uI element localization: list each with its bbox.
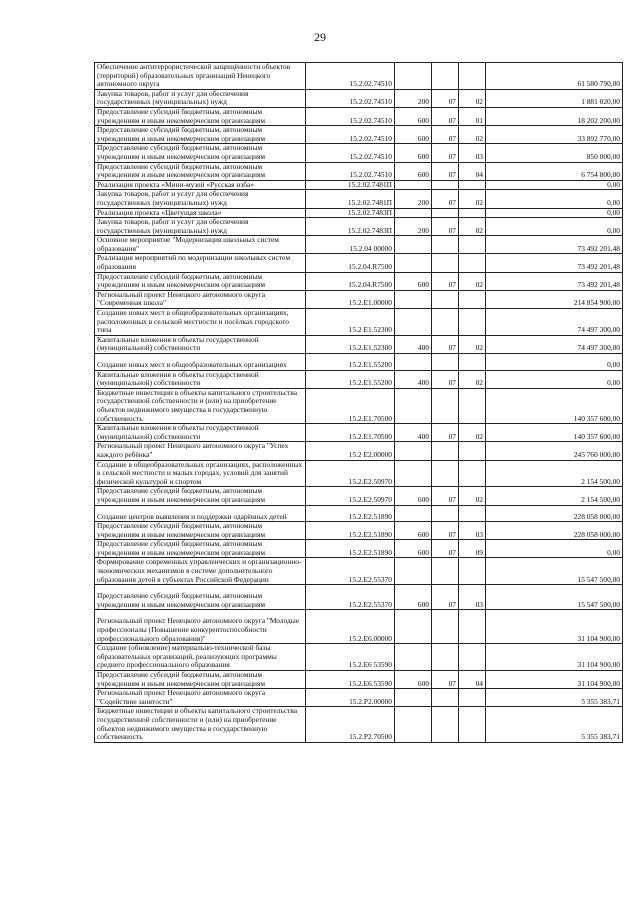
row-expense-type: 600 bbox=[395, 540, 432, 558]
table-row bbox=[95, 272, 623, 290]
row-section bbox=[432, 63, 459, 90]
row-subsection: 02 bbox=[459, 89, 486, 107]
table-row bbox=[95, 487, 623, 505]
row-amount: 228 058 000,00 bbox=[486, 522, 623, 540]
table-row bbox=[95, 126, 623, 144]
row-amount: 0,00 bbox=[486, 190, 623, 208]
row-subsection: 03 bbox=[459, 144, 486, 162]
row-expense-type bbox=[395, 505, 432, 522]
row-section: 07 bbox=[432, 190, 459, 208]
table-row bbox=[95, 107, 623, 125]
row-section: 07 bbox=[432, 144, 459, 162]
row-expense-type bbox=[395, 460, 432, 487]
row-code: 15.2.E1.70500 bbox=[306, 424, 395, 442]
table-row bbox=[95, 689, 623, 707]
row-expense-type: 600 bbox=[395, 162, 432, 180]
row-name: Основное мероприятие "Модернизация школьных систем образования" bbox=[95, 236, 306, 254]
row-amount: 1 881 020,00 bbox=[486, 89, 623, 107]
row-amount: 74 497 300,00 bbox=[486, 309, 623, 336]
row-subsection bbox=[459, 558, 486, 585]
row-expense-type: 600 bbox=[395, 487, 432, 505]
row-subsection bbox=[459, 236, 486, 254]
row-section bbox=[432, 460, 459, 487]
row-code: 15.2.E1.55200 bbox=[306, 370, 395, 388]
row-subsection: 04 bbox=[459, 162, 486, 180]
row-name: Предоставление субсидий бюджетным, автономным учреждениям и иным некоммерческим организациям bbox=[95, 487, 306, 505]
row-name: Капитальные вложения в объекты государственной (муниципальной) собственности bbox=[95, 335, 306, 353]
row-name: Создание (обновление) материально-технической базы образовательных организаций, реализующих программы среднего профессионального образования bbox=[95, 644, 306, 671]
row-expense-type bbox=[395, 290, 432, 308]
row-code: 15.2.E1.52300 bbox=[306, 335, 395, 353]
row-amount: 15 547 500,00 bbox=[486, 558, 623, 585]
row-section: 07 bbox=[432, 585, 459, 610]
row-subsection bbox=[459, 309, 486, 336]
row-name: Региональный проект Ненецкого автономного округа "Содействие занятости" bbox=[95, 689, 306, 707]
row-code: 15.2.E2.51890 bbox=[306, 505, 395, 522]
row-name: Предоставление субсидий бюджетным, автономным учреждениям и иным некоммерческим организациям bbox=[95, 162, 306, 180]
row-subsection: 02 bbox=[459, 370, 486, 388]
row-section bbox=[432, 644, 459, 671]
row-expense-type: 600 bbox=[395, 522, 432, 540]
table-row bbox=[95, 610, 623, 644]
row-amount: 0,00 bbox=[486, 208, 623, 218]
table-row bbox=[95, 208, 623, 218]
row-section bbox=[432, 309, 459, 336]
table-row bbox=[95, 335, 623, 353]
row-section: 07 bbox=[432, 522, 459, 540]
row-amount: 73 492 201,48 bbox=[486, 236, 623, 254]
row-name: Реализация проекта «Цветущая школа» bbox=[95, 208, 306, 218]
row-amount: 2 154 500,00 bbox=[486, 460, 623, 487]
row-expense-type: 400 bbox=[395, 424, 432, 442]
row-code: 15.2.02.74510 bbox=[306, 107, 395, 125]
row-expense-type bbox=[395, 388, 432, 423]
row-subsection bbox=[459, 254, 486, 272]
row-expense-type bbox=[395, 236, 432, 254]
row-section: 07 bbox=[432, 671, 459, 689]
row-section: 07 bbox=[432, 107, 459, 125]
table-row bbox=[95, 388, 623, 423]
row-name: Бюджетные инвестиции в объекты капитального строительства государственной собственности и (или) на приобретение объектов недвижимого имущества в государственную собственность bbox=[95, 707, 306, 742]
row-expense-type bbox=[395, 558, 432, 585]
row-amount: 73 492 201,48 bbox=[486, 254, 623, 272]
row-code: 15.2.04.R7500 bbox=[306, 272, 395, 290]
row-code: 15.2.E1.00000 bbox=[306, 290, 395, 308]
row-subsection bbox=[459, 505, 486, 522]
row-subsection: 03 bbox=[459, 585, 486, 610]
row-expense-type bbox=[395, 180, 432, 190]
table-row bbox=[95, 460, 623, 487]
row-expense-type: 600 bbox=[395, 671, 432, 689]
row-amount: 6 754 800,00 bbox=[486, 162, 623, 180]
row-name: Предоставление субсидий бюджетным, автономным учреждениям и иным некоммерческим организациям bbox=[95, 272, 306, 290]
row-section bbox=[432, 388, 459, 423]
row-subsection bbox=[459, 63, 486, 90]
row-amount: 140 357 600,00 bbox=[486, 424, 623, 442]
row-amount: 74 497 300,00 bbox=[486, 335, 623, 353]
row-section: 07 bbox=[432, 370, 459, 388]
row-subsection bbox=[459, 644, 486, 671]
row-subsection bbox=[459, 180, 486, 190]
row-code: 15.2.P2.70500 bbox=[306, 707, 395, 742]
table-row bbox=[95, 162, 623, 180]
row-subsection bbox=[459, 208, 486, 218]
row-section bbox=[432, 290, 459, 308]
table-row bbox=[95, 63, 623, 90]
row-name: Закупка товаров, работ и услуг для обеспечения государственных (муниципальных) нужд bbox=[95, 190, 306, 208]
row-amount: 0,00 bbox=[486, 370, 623, 388]
table-row bbox=[95, 190, 623, 208]
row-subsection: 02 bbox=[459, 126, 486, 144]
row-name: Региональный проект Ненецкого автономного округа "Успех каждого ребёнка" bbox=[95, 442, 306, 460]
row-expense-type bbox=[395, 707, 432, 742]
table-row bbox=[95, 309, 623, 336]
row-code: 15.2.02.7483П bbox=[306, 208, 395, 218]
row-amount: 73 492 201,48 bbox=[486, 272, 623, 290]
row-subsection: 02 bbox=[459, 272, 486, 290]
row-subsection: 02 bbox=[459, 487, 486, 505]
row-amount: 18 202 200,00 bbox=[486, 107, 623, 125]
row-subsection bbox=[459, 460, 486, 487]
row-amount: 31 104 900,00 bbox=[486, 610, 623, 644]
row-section: 07 bbox=[432, 162, 459, 180]
row-code: 15.2.E1.55200 bbox=[306, 354, 395, 371]
row-name: Региональный проект Ненецкого автономного округа "Молодые профессионалы (Повышение конкурентоспособности профессионального образования)" bbox=[95, 610, 306, 644]
row-name: Предоставление субсидий бюджетным, автономным учреждениям и иным некоммерческим организациям bbox=[95, 671, 306, 689]
row-expense-type bbox=[395, 610, 432, 644]
row-code: 15.2.E6.53590 bbox=[306, 671, 395, 689]
row-section bbox=[432, 505, 459, 522]
row-name: Предоставление субсидий бюджетным, автономным учреждениям и иным некоммерческим организациям bbox=[95, 540, 306, 558]
row-expense-type: 200 bbox=[395, 218, 432, 236]
row-code: 15.2 E2.00000 bbox=[306, 442, 395, 460]
row-section bbox=[432, 689, 459, 707]
row-name: Создание в общеобразовательных организациях, расположенных в сельской местности и малых городах, условий для занятий физической культурой и спортом bbox=[95, 460, 306, 487]
row-name: Реализация мероприятий по модернизации школьных систем образования bbox=[95, 254, 306, 272]
row-code: 15.2.02.74510 bbox=[306, 144, 395, 162]
row-name: Предоставление субсидий бюджетным, автономным учреждениям и иным некоммерческим организациям bbox=[95, 585, 306, 610]
row-expense-type bbox=[395, 442, 432, 460]
row-amount: 61 580 790,00 bbox=[486, 63, 623, 90]
table-row bbox=[95, 671, 623, 689]
row-subsection bbox=[459, 610, 486, 644]
row-subsection: 09 bbox=[459, 540, 486, 558]
row-code: 15.2.P2.00000 bbox=[306, 689, 395, 707]
row-expense-type: 600 bbox=[395, 144, 432, 162]
row-section bbox=[432, 236, 459, 254]
row-expense-type bbox=[395, 354, 432, 371]
row-section: 07 bbox=[432, 540, 459, 558]
row-amount: 0,00 bbox=[486, 180, 623, 190]
row-subsection bbox=[459, 354, 486, 371]
row-amount: 2 154 500,00 bbox=[486, 487, 623, 505]
row-amount: 5 355 383,71 bbox=[486, 689, 623, 707]
table-row bbox=[95, 254, 623, 272]
row-subsection bbox=[459, 388, 486, 423]
row-subsection: 01 bbox=[459, 107, 486, 125]
row-section bbox=[432, 610, 459, 644]
row-expense-type: 600 bbox=[395, 107, 432, 125]
row-code: 15.2.E6.00000 bbox=[306, 610, 395, 644]
row-amount: 850 000,00 bbox=[486, 144, 623, 162]
row-code: 15.2.E6 53590 bbox=[306, 644, 395, 671]
row-section: 07 bbox=[432, 335, 459, 353]
table-row bbox=[95, 236, 623, 254]
row-expense-type: 200 bbox=[395, 190, 432, 208]
row-code: 15.2.02.74510 bbox=[306, 63, 395, 90]
row-amount: 0,00 bbox=[486, 218, 623, 236]
row-amount: 33 892 770,00 bbox=[486, 126, 623, 144]
row-expense-type: 400 bbox=[395, 335, 432, 353]
row-expense-type: 400 bbox=[395, 370, 432, 388]
row-subsection bbox=[459, 689, 486, 707]
row-subsection bbox=[459, 442, 486, 460]
row-section bbox=[432, 180, 459, 190]
row-amount: 15 547 500,00 bbox=[486, 585, 623, 610]
row-code: 15.2.E1.70500 bbox=[306, 388, 395, 423]
row-name: Капитальные вложения в объекты государственной (муниципальной) собственности bbox=[95, 424, 306, 442]
table-row bbox=[95, 290, 623, 308]
row-code: 15.2.02.74510 bbox=[306, 126, 395, 144]
row-code: 15.2.04 00000 bbox=[306, 236, 395, 254]
row-name: Реализация проекта «Мини-музей «Русская изба» bbox=[95, 180, 306, 190]
row-amount: 214 854 900,00 bbox=[486, 290, 623, 308]
row-amount: 31 104 900,00 bbox=[486, 644, 623, 671]
table-row bbox=[95, 442, 623, 460]
page-number: 29 bbox=[314, 30, 326, 44]
row-section: 07 bbox=[432, 487, 459, 505]
row-code: 15.2.02.7483П bbox=[306, 218, 395, 236]
row-section bbox=[432, 254, 459, 272]
table-row bbox=[95, 505, 623, 522]
row-expense-type bbox=[395, 254, 432, 272]
row-amount: 245 760 000,00 bbox=[486, 442, 623, 460]
row-expense-type: 600 bbox=[395, 126, 432, 144]
table-row bbox=[95, 540, 623, 558]
row-section bbox=[432, 208, 459, 218]
row-name: Создание центров выявления и поддержки одарённых детей bbox=[95, 505, 306, 522]
row-section bbox=[432, 354, 459, 371]
row-code: 15.2 E1.52300 bbox=[306, 309, 395, 336]
row-code: 15.2.02.7481П bbox=[306, 180, 395, 190]
row-name: Предоставление субсидий бюджетным, автономным учреждениям и иным некоммерческим организациям bbox=[95, 144, 306, 162]
row-name: Бюджетные инвестиции в объекты капитального строительства государственной собственности и (или) на приобретение объектов недвижимого имущества в государственную собственность bbox=[95, 388, 306, 423]
row-subsection: 04 bbox=[459, 671, 486, 689]
row-name: Формирование современных управленческих и организационно-экономических механизмов в системе дополнительного образования детей в субъектах Российской Федерации bbox=[95, 558, 306, 585]
row-subsection: 02 bbox=[459, 424, 486, 442]
row-name: Предоставление субсидий бюджетным, автономным учреждениям и иным некоммерческим организациям bbox=[95, 126, 306, 144]
row-code: 15.2.E2.51890 bbox=[306, 540, 395, 558]
row-name: Капитальные вложения в объекты государственной (муниципальной) собственности bbox=[95, 370, 306, 388]
row-section: 07 bbox=[432, 218, 459, 236]
row-code: 15.2.E2.55370 bbox=[306, 585, 395, 610]
row-name: Создание новых мест в общеобразовательных организациях bbox=[95, 354, 306, 371]
row-code: 15.2.02.74510 bbox=[306, 162, 395, 180]
row-section bbox=[432, 707, 459, 742]
row-expense-type: 600 bbox=[395, 272, 432, 290]
row-expense-type: 600 bbox=[395, 585, 432, 610]
budget-table bbox=[94, 62, 623, 743]
table-row bbox=[95, 354, 623, 371]
row-code: 15.2.E2.50970 bbox=[306, 460, 395, 487]
row-amount: 31 104 900,00 bbox=[486, 671, 623, 689]
table-row bbox=[95, 585, 623, 610]
row-section: 07 bbox=[432, 89, 459, 107]
table-row bbox=[95, 644, 623, 671]
row-subsection: 02 bbox=[459, 218, 486, 236]
row-name: Закупка товаров, работ и услуг для обеспечения государственных (муниципальных) нужд bbox=[95, 218, 306, 236]
budget-table-body bbox=[95, 63, 623, 743]
table-row bbox=[95, 144, 623, 162]
row-amount: 228 058 000,00 bbox=[486, 505, 623, 522]
row-section bbox=[432, 442, 459, 460]
table-row bbox=[95, 89, 623, 107]
row-name: Предоставление субсидий бюджетным, автономным учреждениям и иным некоммерческим организациям bbox=[95, 522, 306, 540]
row-code: 15.2.E2.55370 bbox=[306, 558, 395, 585]
row-subsection bbox=[459, 290, 486, 308]
row-section bbox=[432, 558, 459, 585]
row-expense-type: 200 bbox=[395, 89, 432, 107]
table-row bbox=[95, 424, 623, 442]
row-section: 07 bbox=[432, 424, 459, 442]
table-row bbox=[95, 180, 623, 190]
row-expense-type bbox=[395, 689, 432, 707]
row-code: 15.2.02.74510 bbox=[306, 89, 395, 107]
table-row bbox=[95, 707, 623, 742]
row-section: 07 bbox=[432, 272, 459, 290]
row-amount: 5 355 383,71 bbox=[486, 707, 623, 742]
row-amount: 0,00 bbox=[486, 540, 623, 558]
row-code: 15.2.E2.51890 bbox=[306, 522, 395, 540]
row-code: 15.2.E2.50970 bbox=[306, 487, 395, 505]
row-amount: 0,00 bbox=[486, 354, 623, 371]
row-expense-type bbox=[395, 309, 432, 336]
row-amount: 140 357 600,00 bbox=[486, 388, 623, 423]
row-name: Предоставление субсидий бюджетным, автономным учреждениям и иным некоммерческим организациям bbox=[95, 107, 306, 125]
row-name: Создание новых мест в общеобразовательных организациях, расположенных в сельской местности и посёлках городского типа bbox=[95, 309, 306, 336]
table-row bbox=[95, 558, 623, 585]
row-name: Обеспечение антитеррористической защищённости объектов (территорий) образовательных организаций Ненецкого автономного округа bbox=[95, 63, 306, 90]
row-code: 15.2.04.R7500 bbox=[306, 254, 395, 272]
row-name: Закупка товаров, работ и услуг для обеспечения государственных (муниципальных) нужд bbox=[95, 89, 306, 107]
row-subsection: 02 bbox=[459, 190, 486, 208]
row-code: 15.2.02.7481П bbox=[306, 190, 395, 208]
row-expense-type bbox=[395, 644, 432, 671]
row-expense-type bbox=[395, 63, 432, 90]
table-row bbox=[95, 370, 623, 388]
row-subsection bbox=[459, 707, 486, 742]
row-expense-type bbox=[395, 208, 432, 218]
table-row bbox=[95, 218, 623, 236]
row-section: 07 bbox=[432, 126, 459, 144]
row-subsection: 02 bbox=[459, 335, 486, 353]
table-row bbox=[95, 522, 623, 540]
row-name: Региональный проект Ненецкого автономного округа "Современная школа" bbox=[95, 290, 306, 308]
row-subsection: 03 bbox=[459, 522, 486, 540]
